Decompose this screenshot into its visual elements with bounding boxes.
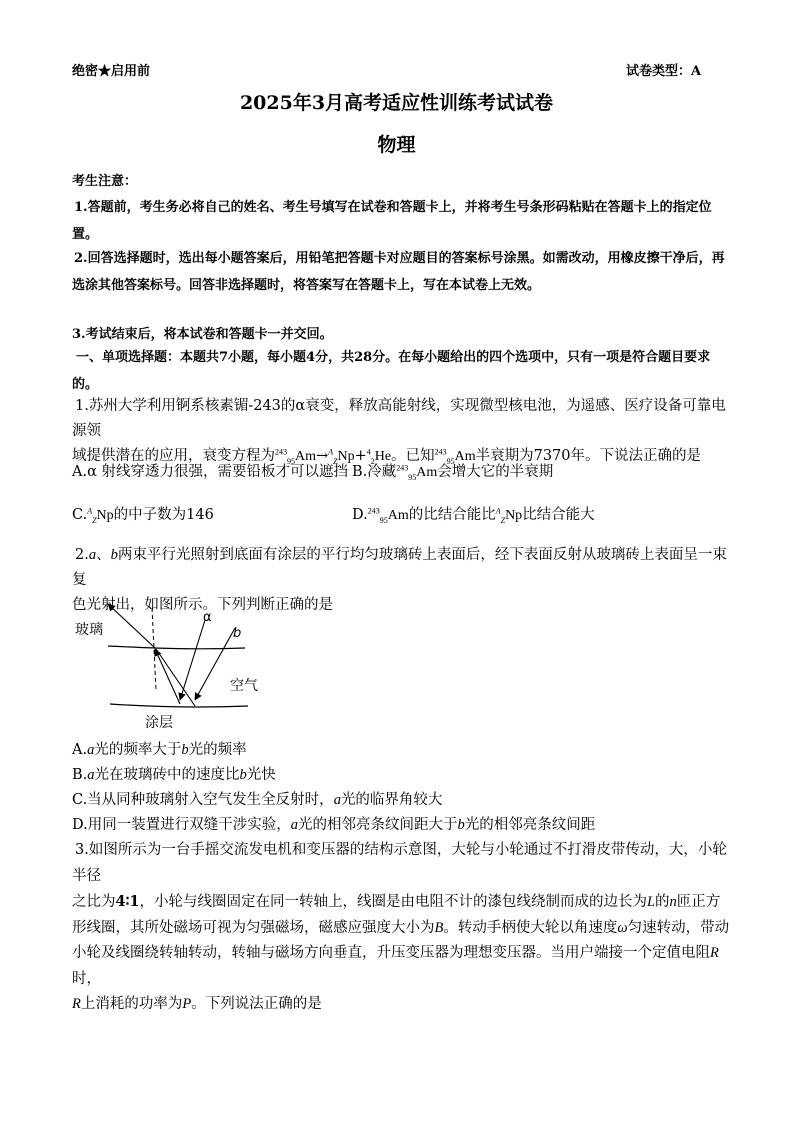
q2-option-c: C.当从同种玻璃射入空气发生全反射时，a光的临界角较大 — [72, 792, 443, 808]
paper-type: 试卷类型：A — [626, 64, 702, 79]
confidential-mark: 绝密★启用前 — [72, 64, 151, 79]
plus-symbol: + — [354, 448, 367, 464]
q1-text: 域提供潜在的应用，衰变方程为 — [72, 448, 275, 464]
q3-line5: R上消耗的功率为P。下列说法正确的是 — [72, 996, 322, 1012]
label-air: 空气 — [230, 678, 258, 694]
section-heading: 一、单项选择题：本题共7小题，每小题4分，共28分。在每小题给出的四个选项中，只有一项是符合题目要求的。 — [72, 350, 711, 392]
q1-option-c: C.$^A_Z$Np的中子数为146 — [72, 506, 214, 525]
q2-option-b: B.a光在玻璃砖中的速度比b光快 — [72, 767, 276, 783]
q1-option-d: D.$^{243}_{95}$Am的比结合能比$^A_Z$Np比结合能大 — [352, 506, 595, 525]
label-coating: 涂层 — [145, 715, 173, 731]
notice-item-2: 2.回答选择题时，选出每小题答案后，用铅笔把答题卡对应题目的答案标号涂黑。如需改动，用橡皮擦干净后，再选涂其他答案标号。回答非选择题时，将答案写在答题卡上，写在本试卷上无效。 — [72, 251, 725, 293]
ray-b — [195, 628, 235, 700]
nuclide-np: $^A_Z$Np — [328, 447, 355, 466]
q1-text: 半衰期为7370年。下说法正确的是 — [475, 448, 702, 464]
label-glass: 玻璃 — [75, 622, 103, 638]
q3-line3: 形线圈，其所处磁场可视为匀强磁场，磁感应强度大小为B。转动手柄使大轮以角速度ω匀速转动，带动 — [72, 919, 730, 936]
q1-stem — [72, 394, 732, 469]
q3-line4: 小轮及线圈绕转轴转动，转轴与磁场方向垂直，升压变压器为理想变压器。当用户端接一个定值电阻R时， — [72, 945, 719, 987]
notice-item-3: 3.考试结束后，将本试卷和答题卡一并交回。 — [72, 327, 333, 342]
q1-option-b: B.冷藏$^{243}_{95}$Am会增大它的半衰期 — [352, 463, 554, 482]
nuclide-he: $^4_2$He — [366, 447, 392, 466]
q2-optics-figure — [70, 600, 260, 740]
reflected-ray-b — [156, 649, 195, 706]
label-alpha: α — [203, 610, 212, 625]
reflected-ray-a — [155, 649, 180, 704]
q3-stem — [72, 838, 732, 1018]
q2-option-d: D.用同一装置进行双缝干涉实验，a光的相邻亮条纹间距大于b光的相邻亮条纹间距 — [72, 817, 596, 833]
glass-bottom-surface — [110, 704, 248, 707]
q1-stem-line1: 1.苏州大学利用锕系核素镅-243的α衰变，释放高能射线，实现微型核电池，为遥感、医疗设备可靠电源领 — [72, 398, 726, 439]
q2-stem-line1: 2.a、b两束平行光照射到底面有涂层的平行均匀玻璃砖上表面后，经下表面反射从玻璃砖上表面呈一束复 — [72, 547, 727, 588]
page-title: 2025年3月高考适应性训练考试试卷 — [239, 92, 554, 114]
label-b: b — [233, 626, 242, 641]
nuclide-am: $^{243}_{95}$Am — [434, 447, 476, 466]
q3-line2: 之比为4∶1，小轮与线圈固定在同一转轴上，线圈是由电阻不计的漆包线绕制而成的边长为L的n匝正方 — [72, 893, 721, 910]
q2-stem-line2: 色光射出，如图所示。下列判断正确的是 — [72, 597, 333, 613]
subject-title: 物理 — [377, 134, 416, 156]
q1-text: 。已知 — [391, 448, 435, 464]
arrow-symbol: → — [316, 448, 329, 464]
emergent-ray — [108, 604, 155, 648]
nuclide-am: $^{243}_{95}$Am — [275, 447, 316, 466]
notice-heading: 考生注意： — [72, 174, 138, 189]
q1-option-a: A.α 射线穿透力很强，需要铅板才可以遮挡 — [72, 464, 348, 480]
q3-line1: 3.如图所示为一台手摇交流发电机和变压器的结构示意图，大轮与小轮通过不打滑皮带传动，大，小轮半径 — [72, 842, 727, 884]
notice-item-1: 1.答题前，考生务必将自己的姓名、考生号填写在试卷和答题卡上，并将考生号条形码粘贴在答题卡上的指定位置。 — [72, 200, 712, 242]
q2-option-a: A.a光的频率大于b光的频率 — [72, 742, 247, 758]
